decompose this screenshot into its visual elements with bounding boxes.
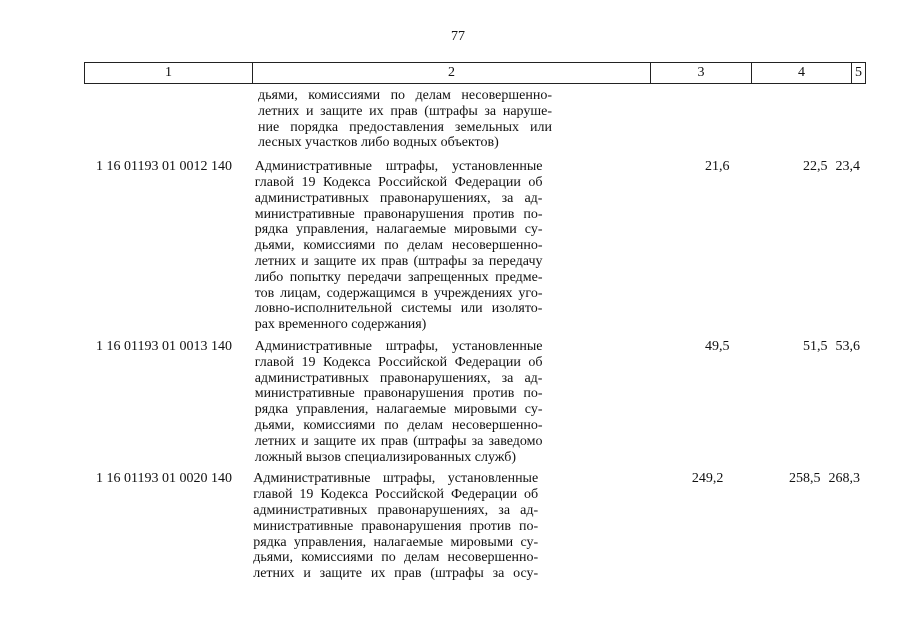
value-cell-5: 53,6 bbox=[835, 338, 860, 354]
description-line: главой 19 Кодекса Российской Федерации об bbox=[254, 174, 543, 190]
description-cell bbox=[252, 88, 552, 151]
description-cell bbox=[247, 471, 538, 582]
table-body bbox=[84, 88, 866, 588]
description-line: рядка управления, налагаемые мировыми су- bbox=[253, 534, 539, 550]
table-header-row bbox=[84, 62, 866, 84]
column-header-2: 2 bbox=[253, 63, 651, 83]
value-cell-5: 268,3 bbox=[828, 471, 860, 487]
description-line: дьями, комиссиями по делам несовершенно- bbox=[258, 88, 552, 103]
description-line: ложный вызов специализированных служб) bbox=[254, 449, 517, 465]
description-line: летних и защите их прав (штрафы за заведомо bbox=[254, 433, 543, 449]
value-cell-3: 249,2 bbox=[691, 471, 724, 487]
table-row bbox=[84, 159, 866, 333]
column-header-5: 5 bbox=[855, 65, 862, 80]
description-line: лесных участков либо водных объектов) bbox=[258, 135, 499, 151]
description-line: дьями, комиссиями по делам несовершенно- bbox=[254, 417, 543, 433]
description-line: рядка управления, налагаемые мировыми су- bbox=[254, 222, 543, 238]
value-cell-4: 258,5 bbox=[789, 471, 821, 487]
description-line: административных правонарушениях, за ад- bbox=[253, 502, 539, 518]
description-line: тов лицам, содержащимся в учреждениях уго- bbox=[254, 285, 543, 301]
column-header-4: 4 bbox=[752, 63, 852, 83]
description-line: Административные штрафы, установленные bbox=[254, 159, 543, 175]
description-line: министративные правонарушения против по- bbox=[253, 518, 539, 534]
description-line: дьями, комиссиями по делам несовершенно- bbox=[253, 550, 539, 566]
description-line: рах временного содержания) bbox=[254, 317, 427, 333]
description-line: административных правонарушениях, за ад- bbox=[254, 190, 543, 206]
description-cell bbox=[249, 159, 543, 333]
description-line: административных правонарушениях, за ад- bbox=[254, 370, 543, 386]
column-header-3: 3 bbox=[651, 63, 752, 83]
table-row bbox=[84, 471, 866, 582]
description-line: ловно-исполнительной системы или изолято- bbox=[254, 301, 543, 317]
budget-code-cell: 1 16 01193 01 0020 140 bbox=[96, 471, 232, 487]
description-line: главой 19 Кодекса Российской Федерации об bbox=[253, 487, 539, 503]
value-cell-5: 23,4 bbox=[835, 159, 860, 175]
value-cell-3: 49,5 bbox=[704, 338, 730, 354]
value-cell-3: 21,6 bbox=[704, 159, 730, 175]
description-line: министративные правонарушения против по- bbox=[254, 386, 543, 402]
description-line: летних и защите их прав (штрафы за осу- bbox=[253, 566, 539, 582]
description-line: Административные штрафы, установленные bbox=[254, 338, 543, 354]
table-row bbox=[84, 339, 866, 465]
description-line: рядка управления, налагаемые мировыми су- bbox=[254, 402, 543, 418]
description-line: дьями, комиссиями по делам несовершенно- bbox=[254, 238, 543, 254]
table-row bbox=[84, 88, 866, 151]
description-line: летних и защите их прав (штрафы за передачу bbox=[254, 253, 543, 269]
column-header-1: 1 bbox=[85, 63, 253, 83]
description-line: либо попытку передачи запрещенных предме- bbox=[254, 269, 543, 285]
page-number: 77 bbox=[451, 29, 465, 44]
description-line: главой 19 Кодекса Российской Федерации об bbox=[254, 354, 543, 370]
description-line: Административные штрафы, установленные bbox=[253, 471, 539, 487]
budget-code-cell: 1 16 01193 01 0012 140 bbox=[96, 159, 232, 175]
value-cell-4: 22,5 bbox=[803, 159, 828, 175]
value-cell-4: 51,5 bbox=[803, 338, 828, 354]
description-cell bbox=[249, 339, 543, 465]
description-line: ние порядка предоставления земельных или bbox=[258, 119, 552, 135]
budget-code-cell: 1 16 01193 01 0013 140 bbox=[96, 338, 232, 354]
description-line: министративные правонарушения против по- bbox=[254, 206, 543, 222]
description-line: летних и защите их прав (штрафы за наруше- bbox=[258, 103, 552, 119]
